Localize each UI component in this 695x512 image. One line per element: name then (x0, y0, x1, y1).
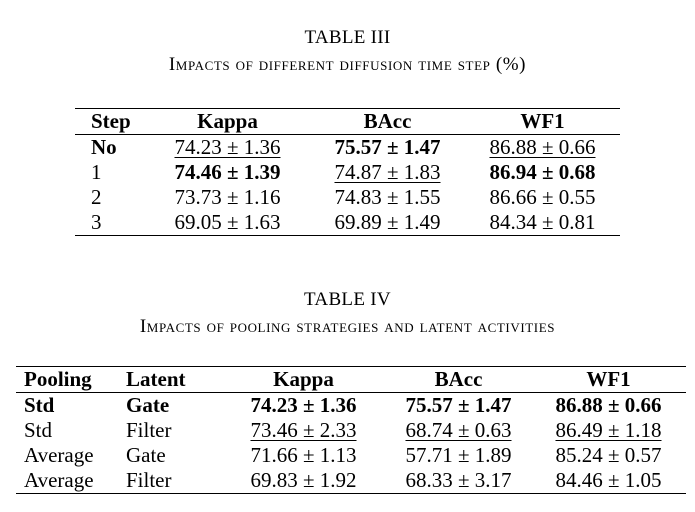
header-bacc: BAcc (434, 367, 483, 391)
header-pooling: Pooling (24, 367, 92, 391)
cell-kappa: 73.73 ± 1.16 (174, 185, 281, 209)
table4-number: TABLE IV (304, 289, 391, 310)
table3-header-row (75, 109, 620, 135)
header-latent: Latent (126, 367, 186, 391)
cell-pooling: Average (24, 468, 94, 492)
table-row (75, 210, 620, 236)
table-row (16, 443, 686, 468)
cell-step: 1 (91, 160, 102, 184)
cell-kappa: 74.23 ± 1.36 (250, 393, 357, 417)
cell-kappa: 71.66 ± 1.13 (250, 443, 357, 467)
cell-bacc: 75.57 ± 1.47 (405, 393, 512, 417)
cell-latent: Gate (126, 393, 170, 417)
cell-kappa: 74.23 ± 1.36 (174, 135, 281, 159)
cell-bacc: 68.33 ± 3.17 (405, 468, 512, 492)
cell-wf1: 85.24 ± 0.57 (555, 443, 662, 467)
table-row (16, 468, 686, 494)
table-row (75, 135, 620, 161)
cell-pooling: Average (24, 443, 94, 467)
cell-step: 3 (91, 210, 102, 234)
table-row (75, 185, 620, 210)
header-wf1: WF1 (520, 109, 565, 133)
cell-bacc: 74.87 ± 1.83 (334, 160, 441, 184)
table-row (16, 418, 686, 443)
table4-title: Impacts of pooling strategies and latent activities (139, 316, 556, 337)
cell-wf1: 86.49 ± 1.18 (555, 418, 662, 442)
cell-wf1: 86.88 ± 0.66 (489, 135, 596, 159)
cell-latent: Filter (126, 418, 172, 442)
header-wf1: WF1 (586, 367, 631, 391)
table4 (16, 366, 686, 494)
cell-kappa: 69.05 ± 1.63 (174, 210, 281, 234)
header-step: Step (91, 109, 131, 133)
table-row (75, 160, 620, 185)
cell-wf1: 84.34 ± 0.81 (489, 210, 596, 234)
table3-number: TABLE III (304, 27, 391, 48)
cell-bacc: 75.57 ± 1.47 (334, 135, 441, 159)
table4-header-row (16, 367, 686, 393)
cell-bacc: 57.71 ± 1.89 (405, 443, 512, 467)
cell-kappa: 69.83 ± 1.92 (250, 468, 357, 492)
cell-pooling: Std (24, 393, 55, 417)
cell-bacc: 69.89 ± 1.49 (334, 210, 441, 234)
cell-wf1: 86.88 ± 0.66 (555, 393, 662, 417)
cell-latent: Filter (126, 468, 172, 492)
cell-latent: Gate (126, 443, 166, 467)
cell-wf1: 84.46 ± 1.05 (555, 468, 662, 492)
table3 (75, 108, 620, 236)
header-bacc: BAcc (363, 109, 412, 133)
cell-kappa: 73.46 ± 2.33 (250, 418, 357, 442)
cell-pooling: Std (24, 418, 53, 442)
cell-step: 2 (91, 185, 102, 209)
header-kappa: Kappa (197, 109, 258, 133)
table-row (16, 393, 686, 419)
header-kappa: Kappa (273, 367, 334, 391)
cell-step: No (91, 135, 117, 159)
cell-kappa: 74.46 ± 1.39 (174, 160, 281, 184)
cell-bacc: 74.83 ± 1.55 (334, 185, 441, 209)
cell-wf1: 86.66 ± 0.55 (489, 185, 596, 209)
table3-title: Impacts of different diffusion time step (%) (168, 54, 527, 75)
cell-wf1: 86.94 ± 0.68 (489, 160, 596, 184)
cell-bacc: 68.74 ± 0.63 (405, 418, 512, 442)
